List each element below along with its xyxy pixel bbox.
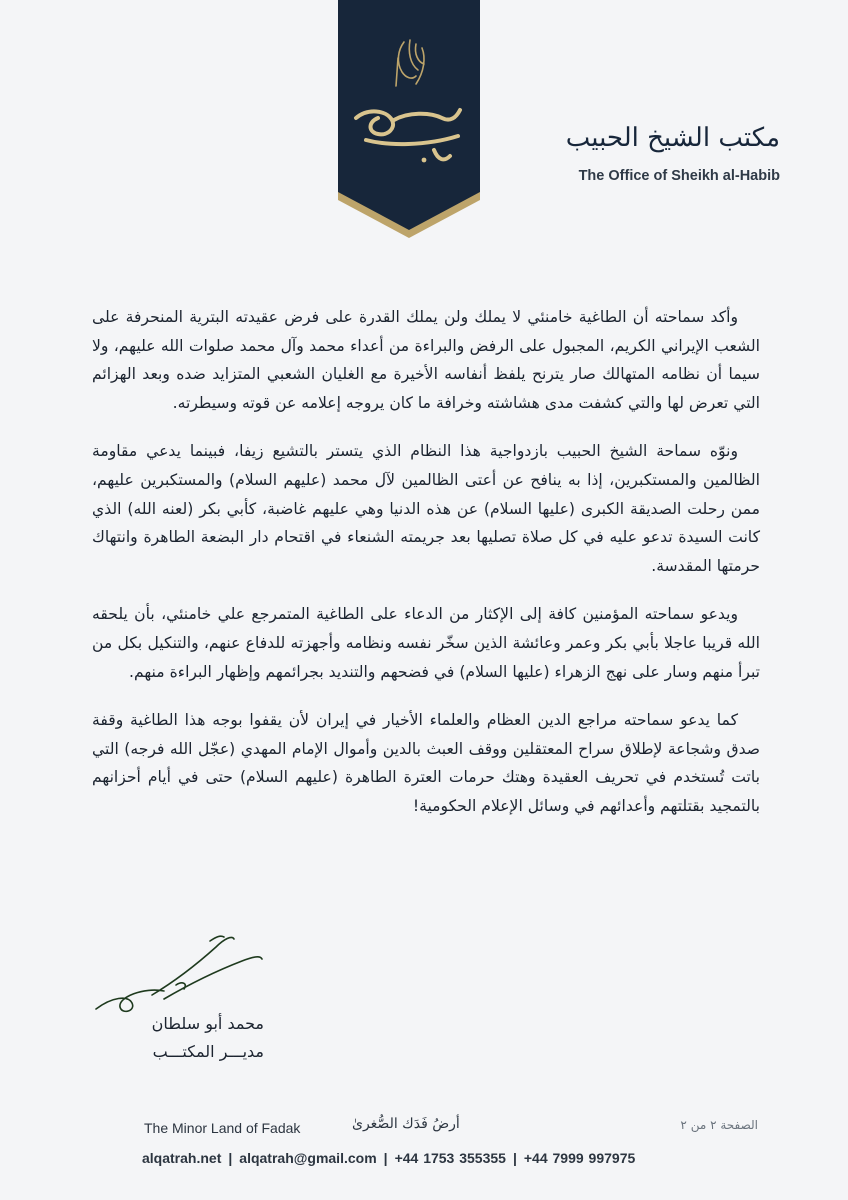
office-arabic-title: مكتب الشيخ الحبيب xyxy=(565,123,780,153)
paragraph-4: كما يدعو سماحته مراجع الدين العظام والعلماء الأخيار في إيران لأن يقفوا بوجه هذا الطاغية وقفة صدق وشجاعة لإطلاق سراح المعتقلين ووقف العبث بالدين وأموال الإمام المهدي (عجّل الله فرجه) التي باتت تُستخدم في تحريف العقيدة وهتك حرمات العترة الطاهرة (عليهم السلام) حتى في أيام أحزانهم بالتمجيد بقتلتهم وأعدائهم في وسائل الإعلام الحكومية! xyxy=(92,711,760,815)
signatory xyxy=(94,1010,264,1066)
fadak-arabic: أرضُ فَدَك الصُّغرىٰ xyxy=(352,1116,460,1132)
footer-contacts xyxy=(142,1150,762,1166)
paragraph-2: ونوّه سماحة الشيخ الحبيب بازدواجية هذا النظام الذي يتستر بالتشيع زيفا، فبينما يدعي مقاومة الظالمين والمستكبرين، إذا به ينافح عن أعتى الظالمين لآل محمد (عليهم السلام) والمستكبرين عليهم، ممن رحلت الصديقة الكبرى (عليها السلام) عن هذه الدنيا وهي عليهم غاضبة، كأبي بكر (لعنه الله) الذي كانت السيدة تدعو عليه في كل صلاة تصليها بعد جريمته الشنعاء في اقتحام دار البضعة الطاهرة وانتهاك حرمتها المقدسة. xyxy=(92,442,760,575)
fadak-english: The Minor Land of Fadak xyxy=(144,1120,301,1136)
separator: | xyxy=(228,1150,233,1166)
office-english-title: The Office of Sheikh al-Habib xyxy=(578,168,780,184)
separator: | xyxy=(383,1150,388,1166)
paragraph-3: ويدعو سماحته المؤمنين كافة إلى الإكثار من الدعاء على الطاغية المتمرجع علي خامنئي، بأن يلحقه الله قريبا عاجلا بأبي بكر وعمر وعائشة الذين سخّر نفسه ونظامه وأجهزته للدفاع عنهم، والتنكيل بكل من تبرأ منهم وسار على نهج الزهراء (عليها السلام) في فضحهم والتنديد بجرائمهم وإظهار البراءة منهم. xyxy=(92,605,760,681)
paragraph-1: وأكد سماحته أن الطاغية خامنئي لا يملك ولن يملك القدرة على فرض عقيدته البترية المنحرفة على الشعب الإيراني الكريم، المجبول على الرفض والبراءة من أعداء محمد وآل محمد صلوات الله عليهم، ولا سيما أن نظامه المتهالك صار يترنح يلفظ أنفاسه الأخيرة مع الغليان الشعبي المتزايد ضده وبعد الهزائم التي تعرض لها والتي كشفت مدى هشاشته وخرافة ما كان يروجه إعلامه عن قوته وسيطرته. xyxy=(92,308,760,412)
phone-2[interactable]: +44 7999 997975 xyxy=(523,1150,636,1166)
footer-branding xyxy=(142,1114,760,1140)
office-title-block xyxy=(520,118,780,184)
signatory-title: مديـــر المكتـــب xyxy=(152,1042,264,1061)
email-link[interactable]: alqatrah@gmail.com xyxy=(239,1150,377,1166)
logo-banner xyxy=(338,0,480,244)
website-link[interactable]: alqatrah.net xyxy=(142,1150,222,1166)
letter-body xyxy=(92,303,760,841)
phone-1[interactable]: +44 1753 355355 xyxy=(394,1150,506,1166)
separator: | xyxy=(512,1150,517,1166)
signatory-name: محمد أبو سلطان xyxy=(151,1014,264,1033)
page-number: الصفحة ٢ من ٢ xyxy=(680,1118,758,1132)
